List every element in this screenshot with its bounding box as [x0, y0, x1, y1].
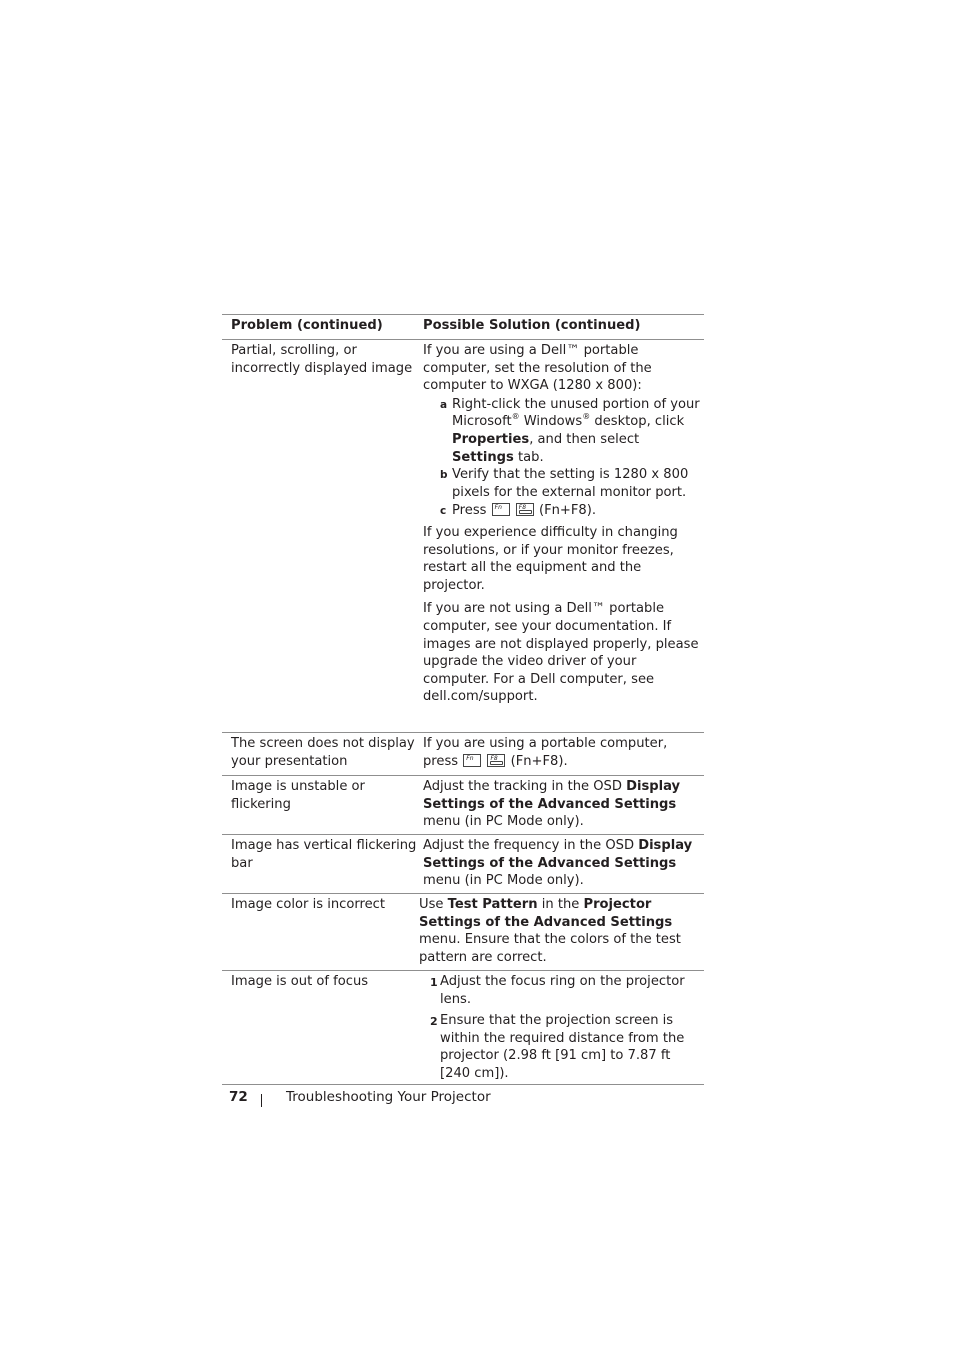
section-title: Troubleshooting Your Projector [286, 1089, 491, 1105]
solution-cell [423, 340, 701, 706]
problem-cell: The screen does not display your presentation [231, 736, 415, 769]
solution-cell: Use Test Pattern in the Projector Settings of the Advanced Settings menu. Ensure that the colors of the test pattern are correct. [419, 897, 681, 965]
problem-cell: Image is unstable or flickering [231, 779, 365, 812]
solution-text: If you are not using a Dell™ portable computer, see your documentation. If images are not displayed properly, please upgrade the video driver of your computer. For a Dell computer, see dell.com/support. [423, 601, 699, 705]
step-letter: b [440, 469, 448, 482]
solution-cell: Adjust the frequency in the OSD Display Settings of the Advanced Settings menu (in PC Mode only). [423, 838, 693, 889]
table-row [222, 971, 704, 1085]
solution-text: If you are using a Dell™ portable computer, set the resolution of the computer to WXGA (1280 x 800): [423, 343, 652, 394]
numbered-step: 1 Adjust the focus ring on the projector lens. [430, 974, 685, 1007]
step-number: 1 [430, 976, 438, 989]
step-letter: c [440, 505, 447, 518]
table-row [222, 835, 704, 894]
solution-cell: Adjust the tracking in the OSD Display Settings of the Advanced Settings menu (in PC Mode only). [423, 779, 681, 830]
table-row [222, 894, 704, 971]
table-row [222, 776, 704, 835]
crt-lcd-key-icon: F8 [516, 503, 534, 516]
problem-cell: Image has vertical flickering bar [231, 838, 417, 871]
solution-cell: If you are using a portable computer, press Fn F8 (Fn+F8). [423, 736, 668, 769]
crt-lcd-key-icon: F8 [487, 754, 505, 767]
step-item: a Right-click the unused portion of your Microsoft® Windows® desktop, click Properties, and then select Settings tab. [440, 396, 700, 465]
problem-cell: Image is out of focus [231, 974, 369, 989]
table-row [222, 340, 704, 733]
step-letter: a [440, 398, 448, 411]
footer-divider [261, 1094, 262, 1107]
step-item: b Verify that the setting is 1280 x 800 pixels for the external monitor port. [440, 467, 689, 500]
table-row [222, 733, 704, 776]
troubleshooting-table [222, 314, 704, 1085]
table-header-row [222, 315, 704, 340]
header-problem: Problem (continued) [231, 318, 383, 333]
step-number: 2 [430, 1015, 438, 1029]
numbered-step: 2 Ensure that the projection screen is within the required distance from the projector (2.98 ft [91 cm] to 7.87 ft [240 cm]). [430, 1013, 685, 1081]
solution-cell [423, 971, 701, 1083]
fn-key-icon: Fn [463, 754, 481, 767]
page-number: 72 [229, 1089, 248, 1105]
solution-text: If you experience difficulty in changing resolutions, or if your monitor freezes, restart all the equipment and the projector. [423, 524, 678, 593]
problem-cell: Image color is incorrect [231, 897, 385, 912]
problem-cell: Partial, scrolling, or incorrectly displayed image [231, 343, 413, 376]
fn-key-icon: Fn [492, 503, 510, 516]
header-solution: Possible Solution (continued) [423, 318, 641, 333]
step-item: c Press Fn F8 (Fn+F8). [423, 502, 701, 520]
